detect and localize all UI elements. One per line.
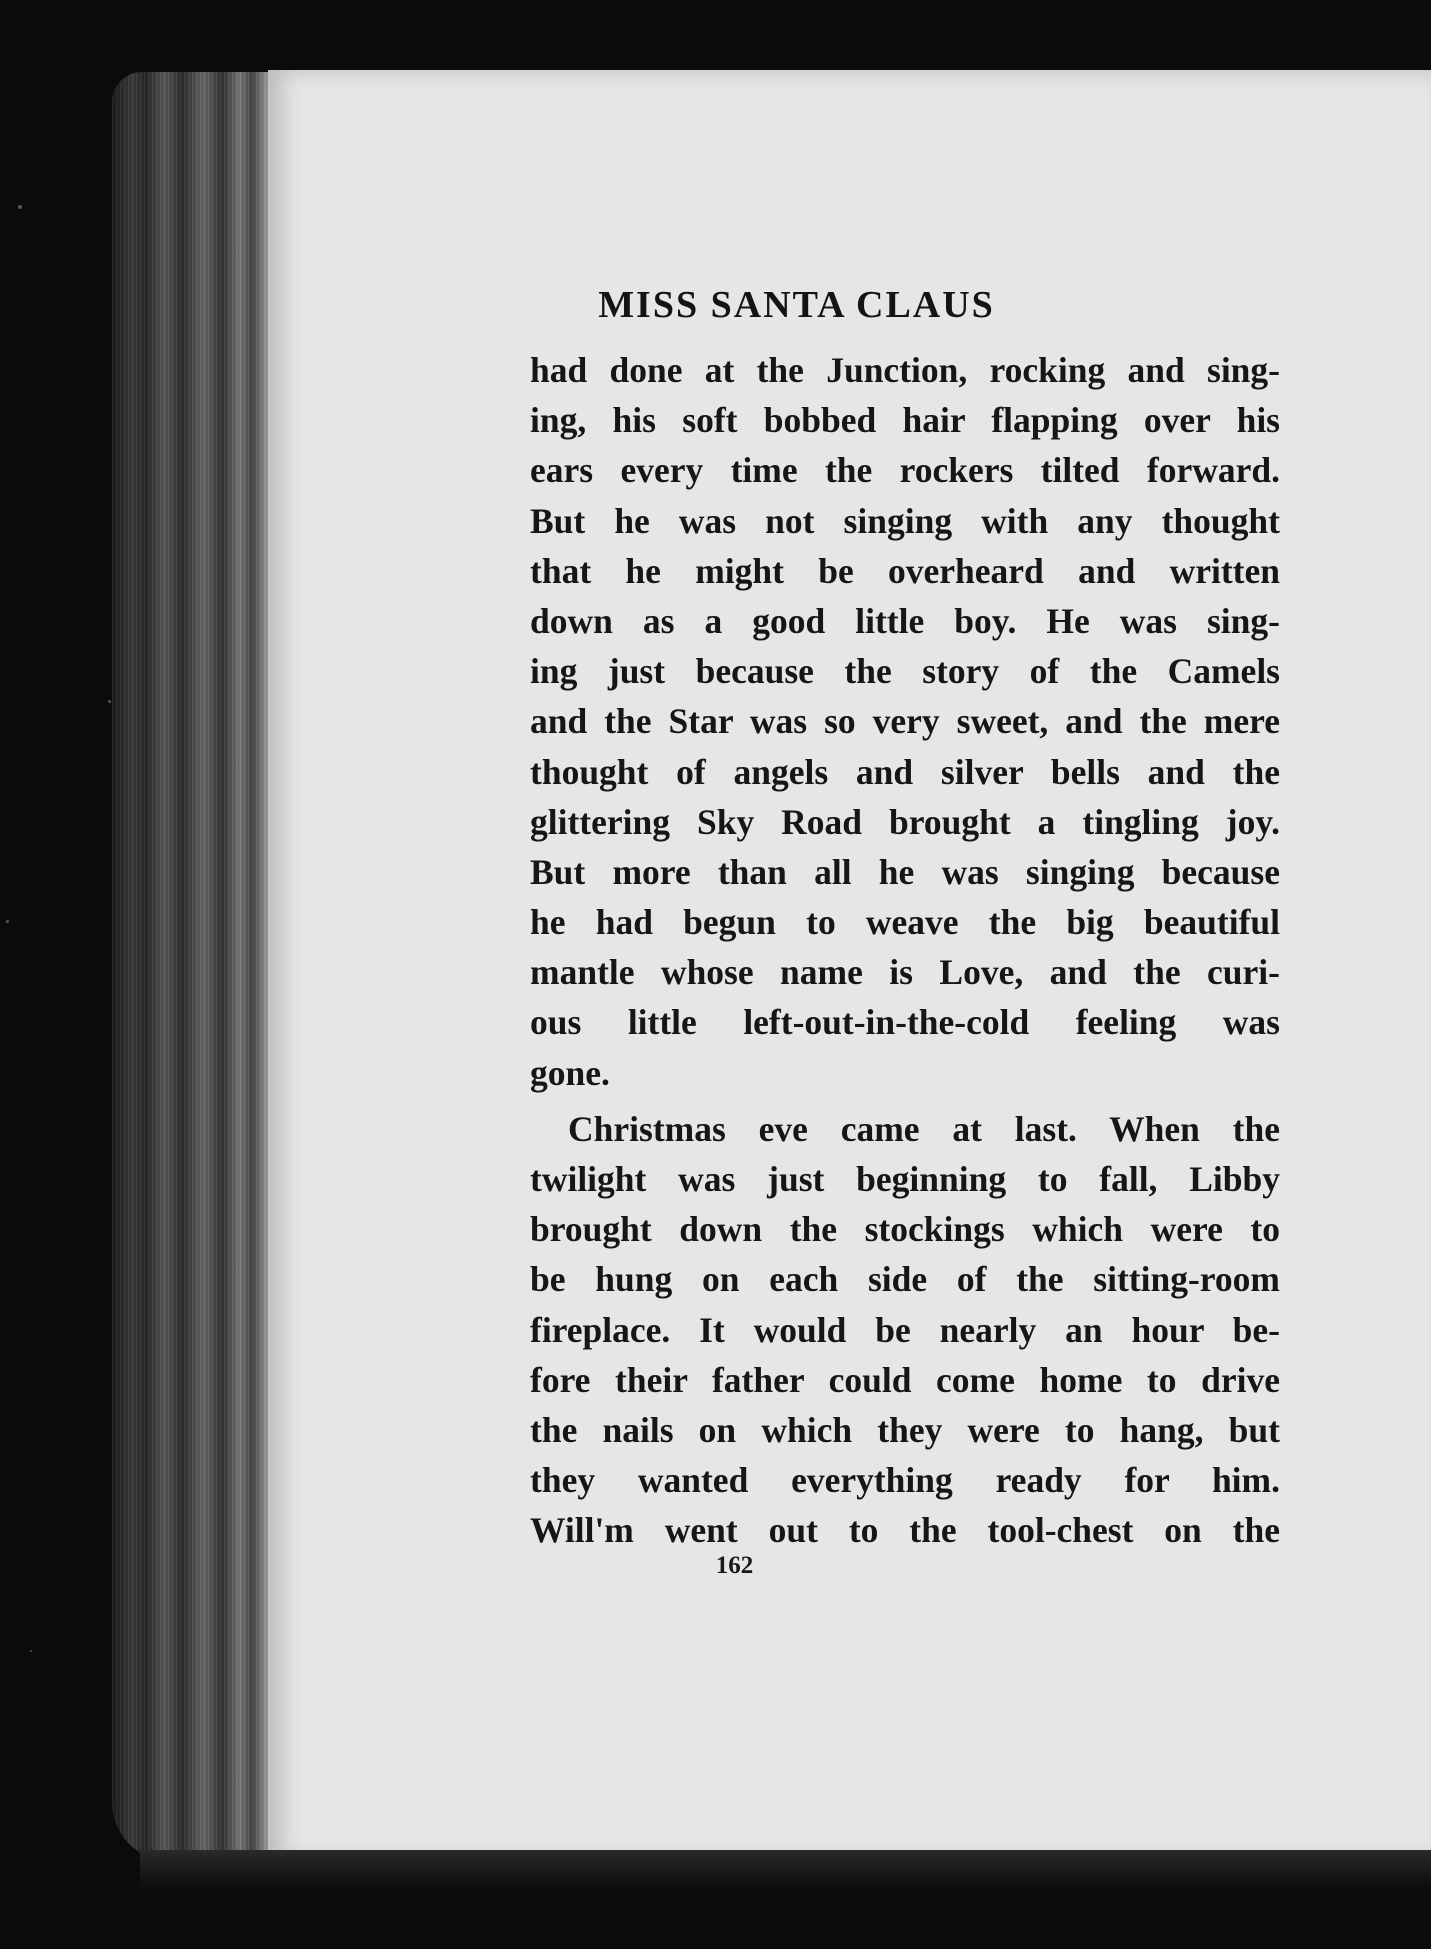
page-number: 162 [715, 1552, 754, 1579]
text-line: down as a good little boy. He was sing- [530, 600, 1280, 641]
text-line: twilight was just beginning to fall, Libby [530, 1159, 1280, 1199]
text-line: that he might be overheard and written [530, 550, 1280, 591]
text-line: and the Star was so very sweet, and the mere [530, 701, 1280, 742]
text-line: fore their father could come home to drive [530, 1359, 1280, 1400]
paragraph-1 [530, 345, 1280, 1098]
text-line: ing just because the story of the Camels [530, 651, 1280, 692]
text-line: had done at the Junction, rocking and sing- [530, 350, 1280, 390]
text-line: ears every time the rockers tilted forward. [530, 450, 1280, 491]
text-line: he had begun to weave the big beautiful [530, 902, 1280, 943]
text-line: gone. [530, 1052, 610, 1093]
text-line: But more than all he was singing because [530, 851, 1280, 892]
text-line: thought of angels and silver bells and the [530, 751, 1280, 792]
text-line: brought down the stockings which were to [530, 1209, 1280, 1250]
text-line: But he was not singing with any thought [530, 500, 1280, 541]
text-line: Will'm went out to the tool-chest on the [530, 1510, 1280, 1551]
text-line: ous little left-out-in-the-cold feeling was [530, 1002, 1280, 1043]
paragraph-2 [530, 1104, 1280, 1556]
text-line: ing, his soft bobbed hair flapping over his [530, 400, 1280, 441]
text-line: Christmas eve came at last. When the [568, 1108, 1280, 1149]
text-line: they wanted everything ready for him. [530, 1460, 1280, 1501]
body-text [530, 345, 1280, 1556]
running-head: MISS SANTA CLAUS [598, 284, 995, 326]
text-line: be hung on each side of the sitting-room [530, 1259, 1280, 1300]
book-page-edges [112, 72, 277, 1862]
text-line: glittering Sky Road brought a tingling joy. [530, 801, 1280, 842]
text-line: fireplace. It would be nearly an hour be- [530, 1309, 1280, 1350]
bottom-shadow [140, 1850, 1431, 1890]
text-line: the nails on which they were to hang, but [530, 1409, 1280, 1450]
text-line: mantle whose name is Love, and the curi- [530, 952, 1280, 993]
